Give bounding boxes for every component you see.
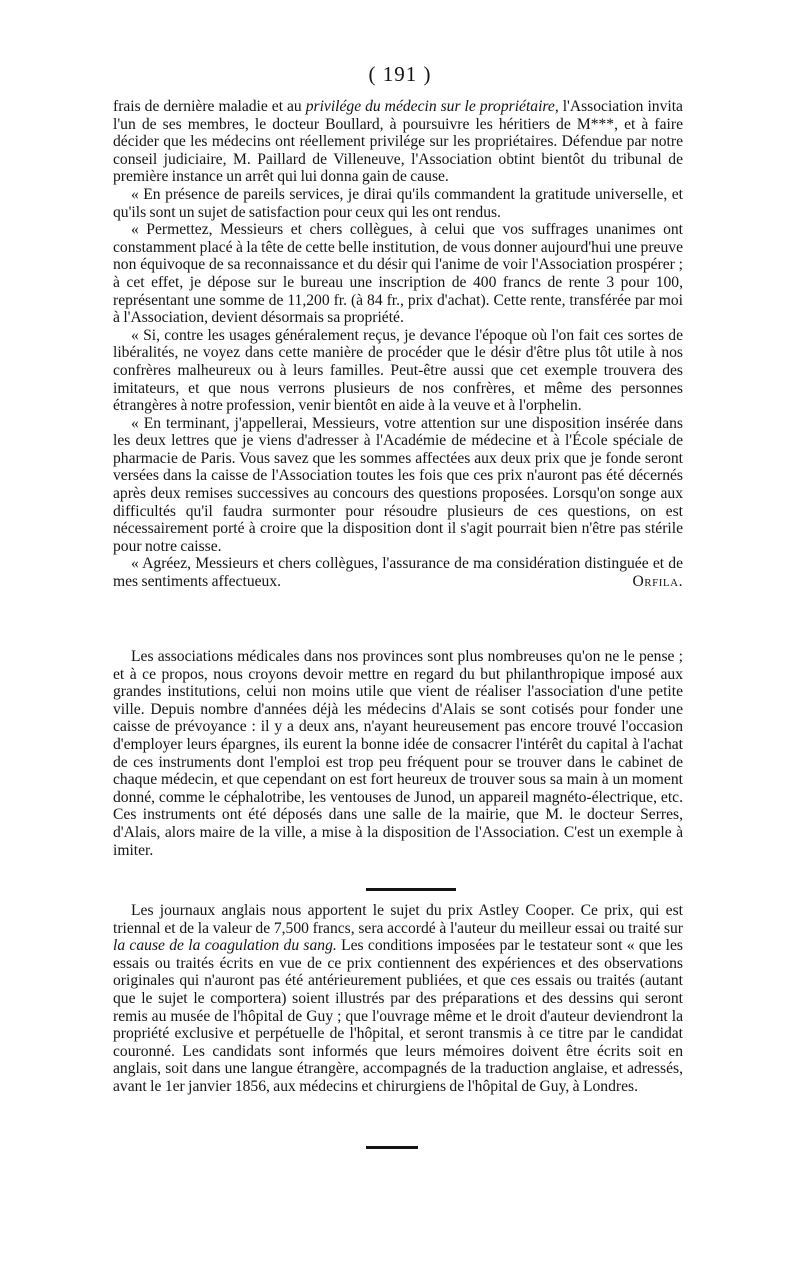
paragraph (113, 555, 683, 590)
italic-text: la cause de la coagulation du sang. (113, 937, 337, 955)
text-run: Les journaux anglais nous apportent le sujet du prix Astley Cooper. Ce prix, qui est triennal et de la valeur de 7,500 francs, sera accordé à l'auteur du meilleur essai ou traité sur (113, 902, 683, 937)
paragraph (113, 98, 683, 186)
end-divider (366, 1146, 418, 1149)
prize-block (113, 902, 683, 1096)
page-number: ( 191 ) (368, 62, 432, 86)
paragraph: « Si, contre les usages généralement reçus, je devance l'époque où l'on fait ces sortes de libéralités, ne voyez dans cette manière de procéder que le désir d'être plus tôt utile à nos confrères malheureux ou à leurs familles. Peut-être aussi que cet exemple trouvera des imitateurs, et que nous verrons plusieurs de nos confrères, et même des personnes étrangères à notre profession, venir bientôt en aide à la veuve et à l'orphelin. (113, 326, 683, 415)
text-run: Les conditions imposées par le testateur sont « que les essais ou traités écrits en vue de ce prix contiennent des expériences et des observations originales qui n'auront pas été antérieurement publiées, et que ces essais ou traités (autant que le sujet le comportera) soient illustrés par des préparations et des dessins qui seront remis au musée de l'hôpital de Guy ; que l'ouvrage même et le droit d'auteur deviendront la propriété exclusive et perpétuelle de l'hôpital, et seront transmis à ce titre par le candidat couronné. Les candidats sont informés que leurs mémoires doivent être écrits soit en anglais, soit dans une langue étrangère, accompagnés de la traduction anglaise, et adressés, avant le 1er janvier 1856, aux médecins et chirurgiens de l'hôpital de Guy, à Londres. (113, 937, 683, 1095)
text-run: l'Association invita l'un de ses membres, le docteur Boullard, à poursuivre les héritiers de M***, et à faire décider que les médecins ont réellement privilége sur les propriétaires. Défendue par notre conseil judiciaire, M. Paillard de Villeneuve, l'Association obtint bientôt du tribunal de première instance un arrêt qui lui donna gain de cause. (113, 98, 683, 186)
section-divider (366, 888, 456, 891)
paragraph: « En présence de pareils services, je dirai qu'ils commandent la gratitude universelle, et qu'ils sont un sujet de satisfaction pour ceux qui les ont rendus. (113, 185, 683, 221)
associations-block (113, 648, 683, 859)
text-run: frais de dernière maladie et au (113, 98, 306, 115)
signature: Orfila. (632, 573, 683, 591)
italic-text: privilége du médecin sur le propriétaire, (305, 98, 559, 115)
paragraph: Les associations médicales dans nos provinces sont plus nombreuses qu'on ne le pense ; et à ce propos, nous croyons devoir mettre en regard du but philanthropique imposé aux grandes institutions, celui non moins utile que vient de réaliser l'association d'une petite ville. Depuis nombre d'années déjà les médecins d'Alais se sont cotisés pour fonder une caisse de prévoyance : il y a deux ans, n'ayant heureusement pas encore trouvé l'occasion d'employer leurs épargnes, ils eurent la bonne idée de consacrer l'intérêt du capital à l'achat de ces instruments dont l'emploi est trop peu fréquent pour se trouver dans le cabinet de chaque médecin, et que cependant on est fort heureux de trouver sous sa main à un moment donné, comme le céphalotribe, les ventouses de Junod, un appareil magnéto-électrique, etc. Ces instruments ont été déposés dans une salle de la mairie, que M. le docteur Serres, d'Alais, alors maire de la ville, a mise à la disposition de l'Association. C'est un exemple à imiter. (113, 648, 683, 859)
paragraph: « En terminant, j'appellerai, Messieurs, votre attention sur une disposition insérée dans les deux lettres que je viens d'adresser à l'Académie de médecine et à l'École spéciale de pharmacie de Paris. Vous savez que les sommes affectées aux deux prix que je fonde seront versées dans la caisse de l'Association toutes les fois que ces prix n'auront pas été décernés après deux remises successives au concours des questions proposées. Lorsqu'on songe aux difficultés qu'il faudra surmonter pour résoudre plusieurs de ces questions, on est nécessairement porté à croire que la disposition dont il s'agit pourrait bien n'être pas stérile pour notre caisse. (113, 414, 683, 555)
letter-block (113, 98, 683, 591)
paragraph: « Permettez, Messieurs et chers collègues, à celui que vos suffrages unanimes ont constamment placé à la tête de cette belle institution, de vous donner aujourd'hui une preuve non équivoque de sa reconnaissance et du désir qui l'anime de voir l'Association prospérer ; à cet effet, je dépose sur le bureau une inscription de 400 francs de rente 3 pour 100, représentant une somme de 11,200 fr. (à 84 fr., prix d'achat). Cette rente, transférée par moi à l'Association, devient désormais sa propriété. (113, 221, 683, 327)
paragraph (113, 902, 683, 1096)
closing-text: « Agréez, Messieurs et chers collègues, l'assurance de ma considération distinguée et de mes sentiments affectueux. (113, 555, 683, 591)
